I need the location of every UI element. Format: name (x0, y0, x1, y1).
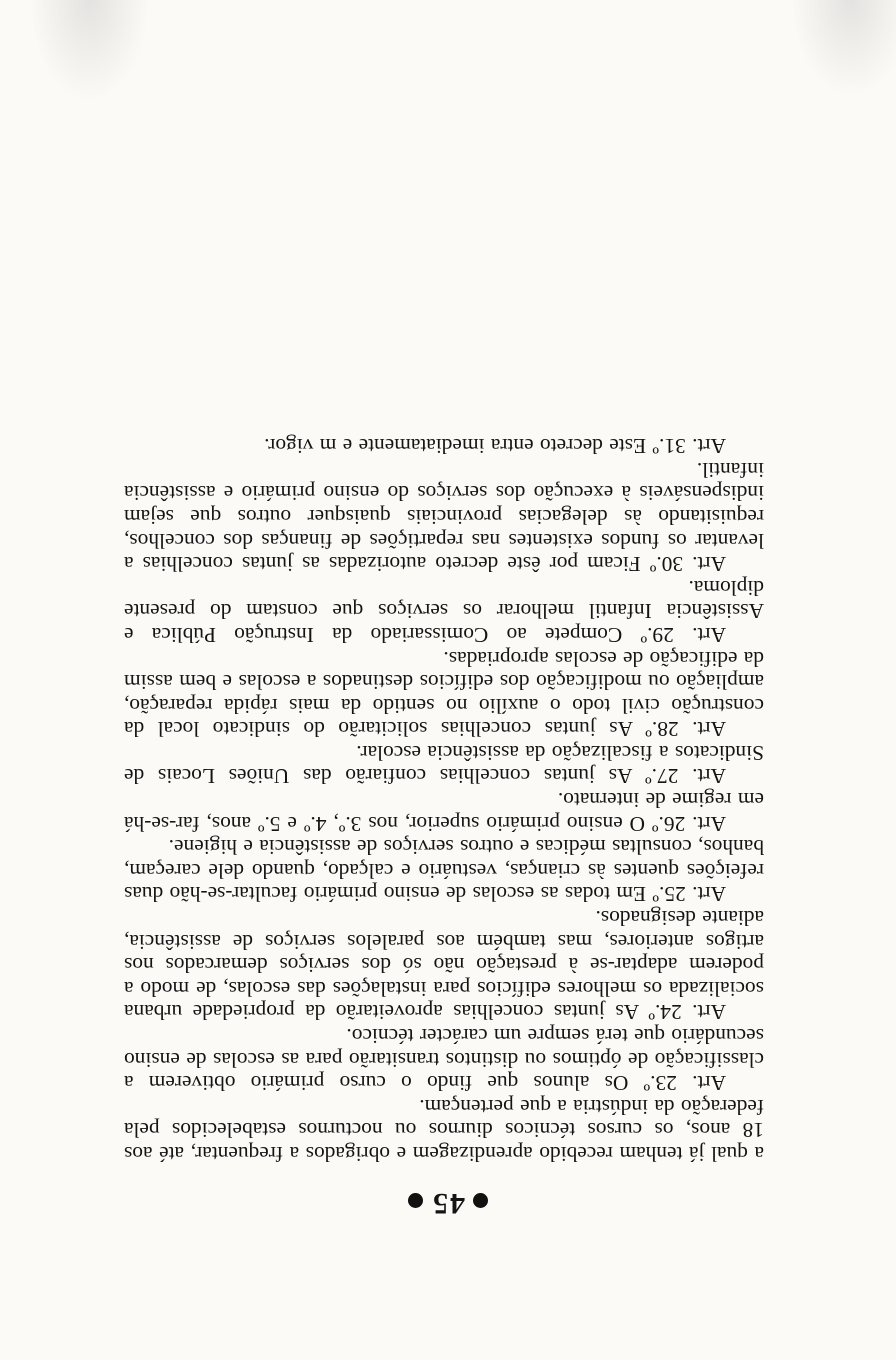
paragraph-continuation: a qual já tenham recebido aprendizagem e obrigados a frequentar, até aos 18 anos, os cursos técnicos diurnos ou nocturnos estabelecidos pela federação da indústria a que pertençam. (124, 1094, 764, 1166)
page-number: 45 (431, 1187, 465, 1220)
article-28: Art. 28.º As juntas concelhias solicitarão do sindicato local da construção civil todo o auxílio no sentido da mais rápida reparação, ampliação ou modificação dos edifícios destinados a escolas e bem assim da edificação de escolas apropriadas. (124, 646, 764, 742)
ornament-dot-right (408, 1193, 423, 1208)
ornament-dot-left (473, 1193, 488, 1208)
article-23: Art. 23.º Os alunos que findo o curso primário obtiverem a classificação de óptimos ou distintos transitarão para as escolas de ensino secundário que terá sempre um carácter técnico. (124, 1024, 764, 1096)
article-29: Art. 29.º Compete ao Comissariado da Instrução Pública e Assistência Infantil melhorar os serviços que constam do presente diploma. (124, 575, 764, 647)
article-24: Art. 24.º As juntas concelhias aproveitarão da propriedade urbana socializada os melhores edifícios para instalações das escolas, de modo a poderem adaptar-se à prestação não só dos serviços demarcados nos artigos anteriores, mas também aos paralelos serviços de assistência, adiante designados. (124, 906, 764, 1025)
article-27: Art. 27.º As juntas concelhias confiarão das Uniões Locais de Sindicatos a fiscalização da assistência escolar. (124, 740, 764, 789)
article-25: Art. 25.º Em todas as escolas de ensino primário facultar-se-hão duas refeições quentes às crianças, vestuário e calçado, quando dele careçam, banhos, consultas médicas e outros serviços de assistência e higiene. (124, 835, 764, 907)
body-text (124, 434, 764, 1165)
page-number-row (0, 1186, 896, 1220)
article-31: Art. 31.º Este decreto entra imediatamente e m vigor. (264, 434, 726, 459)
article-26: Art. 26.º O ensino primário superior, nos 3.º, 4.º e 5.º anos, far-se-há em regime de internato. (124, 788, 764, 836)
article-30: Art. 30.º Ficam por êste decreto autorizadas as juntas concelhias a levantar os fundos existentes nas repartições de finanças dos concelhos, requisitando às delegacias provinciais quaisquer outros que sejam indispensáveis à execução dos serviços do ensino primário e assistência infantil. (124, 457, 764, 577)
